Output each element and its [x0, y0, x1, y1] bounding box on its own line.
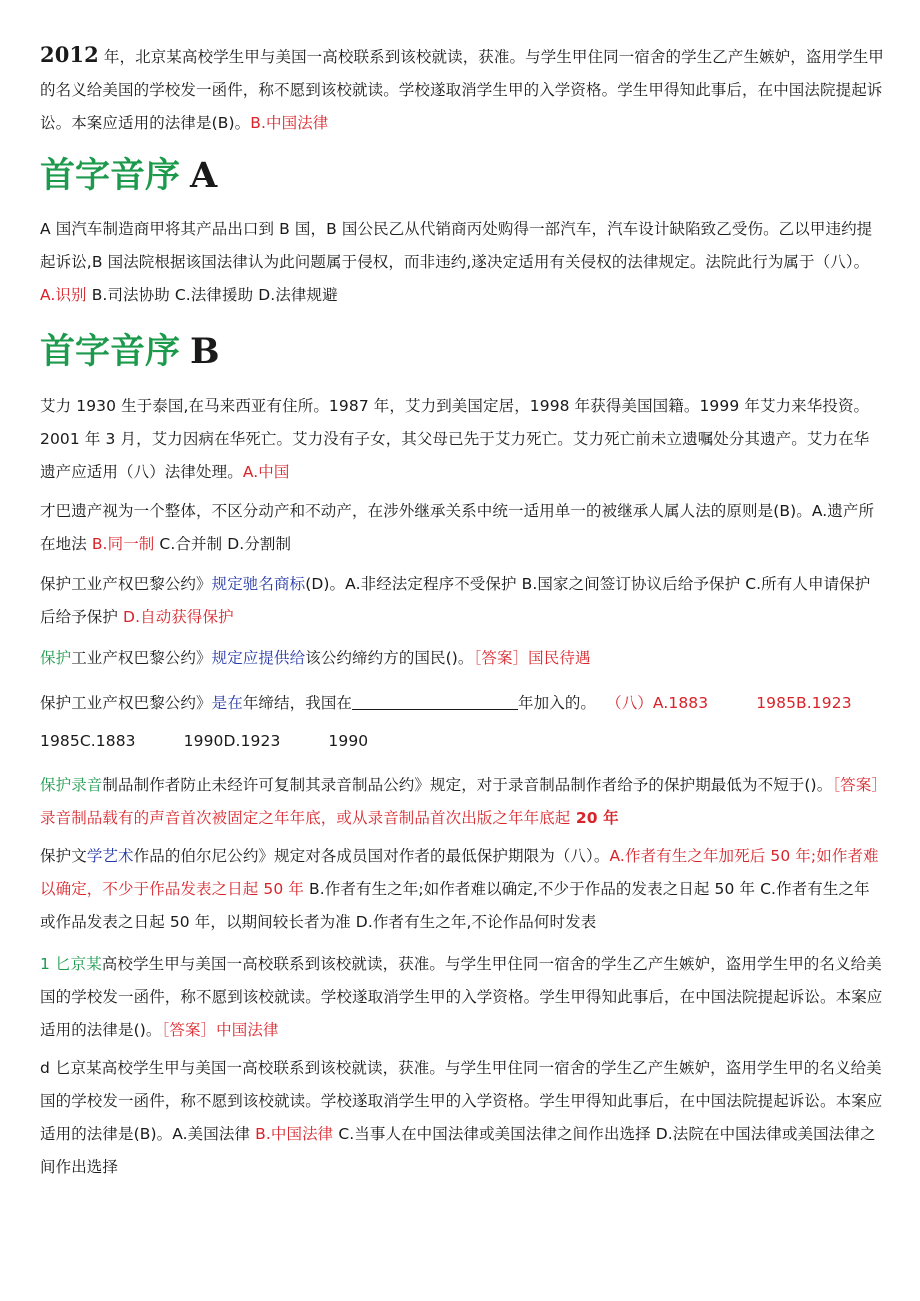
- question-paragraph-1: [40, 38, 884, 140]
- options-text: C.合并制 D.分割制: [154, 535, 292, 553]
- answer-text: ［答案］国民待遇: [473, 649, 591, 667]
- answer-text: B.同一制: [91, 535, 155, 553]
- question-paragraph-3: [40, 390, 884, 489]
- options-text: C.当事人在中国法律或美国法律之间作出选择 D.法院在中国法律或美国法律之间作出选择: [40, 1125, 876, 1176]
- answer-text: B.中国法律: [250, 114, 329, 132]
- options-text: B.司法协助 C.法律援助 D.法律规避: [86, 286, 338, 304]
- title-text: 保护工业产权巴黎公约》: [40, 575, 212, 593]
- question-text: 才巴遗产视为一个整体，不区分动产和不动产，在涉外继承关系中统一适用单一的被继承人属人法的原则是(B)。: [40, 502, 812, 520]
- highlight-text: 是在: [211, 694, 243, 712]
- answer-text: ［答案］中国法律: [161, 1021, 279, 1039]
- question-text: (D)。A.非经法定程序不受保护 B.国家之间签订协议后给予保护 C.所有人申请保护后给予保护: [40, 575, 871, 626]
- heading-letter: A: [190, 155, 218, 196]
- answer-text: A.作者有生之年加死后 50 年;如作者难以确定，不少于作品发表之日起 50 年: [40, 847, 879, 898]
- question-paragraph-10: [40, 948, 884, 1047]
- highlight-text: 规定应提供给: [211, 649, 306, 667]
- heading-label: 首字音序: [40, 332, 181, 372]
- highlight-text-green: 保护录音: [40, 776, 103, 794]
- question-text: 制品制作者防止未经许可复制其录音制品公约》规定，对于录音制品制作者给予的保护期最低为不短于()。: [102, 776, 833, 794]
- heading-letter: B: [190, 331, 220, 372]
- question-text: 作品的伯尔尼公约》规定对各成员国对作者的最低保护期限为（八）。: [133, 847, 610, 865]
- question-paragraph-7: [40, 684, 884, 760]
- section-heading-b: [40, 330, 220, 374]
- highlight-text: 规定驰名商标: [211, 575, 306, 593]
- answer-text-bold: 20 年: [570, 809, 619, 827]
- question-text: 年缔结，我国在: [242, 694, 353, 712]
- question-paragraph-5: [40, 568, 884, 634]
- option-a-text: A.遗产所在地法: [40, 502, 875, 553]
- question-text: 高校学生甲与美国一高校联系到该校就读，获准。与学生甲住同一宿舍的学生乙产生嫉妒，盗用学生甲的名义给美国的学校发一函件，称不愿到该校就读。学校遂取消学生甲的入学资格。学生甲得知此事后，在中国法院提起诉讼。本案应适用的法律是()。: [40, 955, 883, 1039]
- question-paragraph-2: [40, 213, 884, 312]
- option-text: 1990D.1923: [183, 732, 281, 750]
- question-paragraph-11: [40, 1052, 884, 1184]
- question-text: d 匕京某高校学生甲与美国一高校联系到该校就读，获准。与学生甲住同一宿舍的学生乙产生嫉妒，盗用学生甲的名义给美国的学校发一函件，称不愿到该校就读。学校遂取消学生甲的入学资格。学生甲得知此事后，在中国法院提起诉讼。本案应适用的法律是(B)。A.美国法律: [40, 1059, 883, 1143]
- options-text: B.作者有生之年;如作者难以确定,不少于作品的发表之日起 50 年 C.作者有生之年或作品发表之日起 50 年，以期间较长者为准 D.作者有生之年,不论作品何时发表: [40, 880, 870, 931]
- title-text: 保护文: [40, 847, 87, 865]
- fill-in-blank: [352, 691, 518, 710]
- answer-text: A.中国: [242, 463, 290, 481]
- question-paragraph-9: [40, 840, 884, 939]
- heading-label: 首字音序: [40, 156, 181, 196]
- option-text: 1985C.1883: [40, 732, 136, 750]
- title-text: 工业产权巴黎公约》: [71, 649, 212, 667]
- question-paragraph-6: [40, 642, 884, 675]
- highlight-text: 学艺术: [86, 847, 134, 865]
- answer-text: D.自动获得保护: [123, 608, 234, 626]
- question-text: A 国汽车制造商甲将其产品出口到 B 国，B 国公民乙从代销商丙处购得一部汽车，汽车设计缺陷致乙受伤。乙以甲违约提起诉讼,B 国法院根据该国法律认为此问题属于侵权，而非违约,遂决定适用有关侵权的法律规定。法院此行为属于（八）。: [40, 220, 873, 271]
- answer-text: B.中国法律: [255, 1125, 334, 1143]
- question-text: 年，北京某高校学生甲与美国一高校联系到该校就读，获准。与学生甲住同一宿舍的学生乙产生嫉妒，盗用学生甲的名义给美国的学校发一函件，称不愿到该校就读。学校遂取消学生甲的入学资格。学生甲得知此事后，在中国法院提起诉讼。本案应适用的法律是(B)。: [40, 48, 884, 132]
- section-heading-a: [40, 154, 217, 198]
- answer-text: A.识别: [40, 286, 87, 304]
- option-text: 1990: [328, 732, 369, 750]
- question-text: 年加入的。: [518, 694, 597, 712]
- year-text: 2012: [40, 42, 99, 67]
- question-text: 艾力 1930 生于泰国,在马来西亚有住所。1987 年，艾力到美国定居，1998 年获得美国国籍。1999 年艾力来华投资。2001 年 3 月，艾力因病在华死亡。艾力没有子女，其父母已先于艾力死亡。艾力死亡前未立遗嘱处分其遗产。艾力在华遗产应适用（八）法律处理。: [40, 397, 870, 481]
- question-paragraph-4: [40, 495, 884, 561]
- highlight-text-green: 保护: [40, 649, 72, 667]
- option-text: （八）A.1883: [606, 694, 709, 712]
- title-text: 保护工业产权巴黎公约》: [40, 694, 212, 712]
- question-paragraph-8: [40, 769, 884, 835]
- option-text: 1985B.1923: [756, 694, 852, 712]
- answer-text: ［答案］录音制品载有的声音首次被固定之年年底，或从录音制品首次出版之年年底起: [40, 776, 880, 827]
- highlight-text-green: 1 匕京某: [40, 955, 102, 973]
- question-text: 该公约缔约方的国民()。: [305, 649, 474, 667]
